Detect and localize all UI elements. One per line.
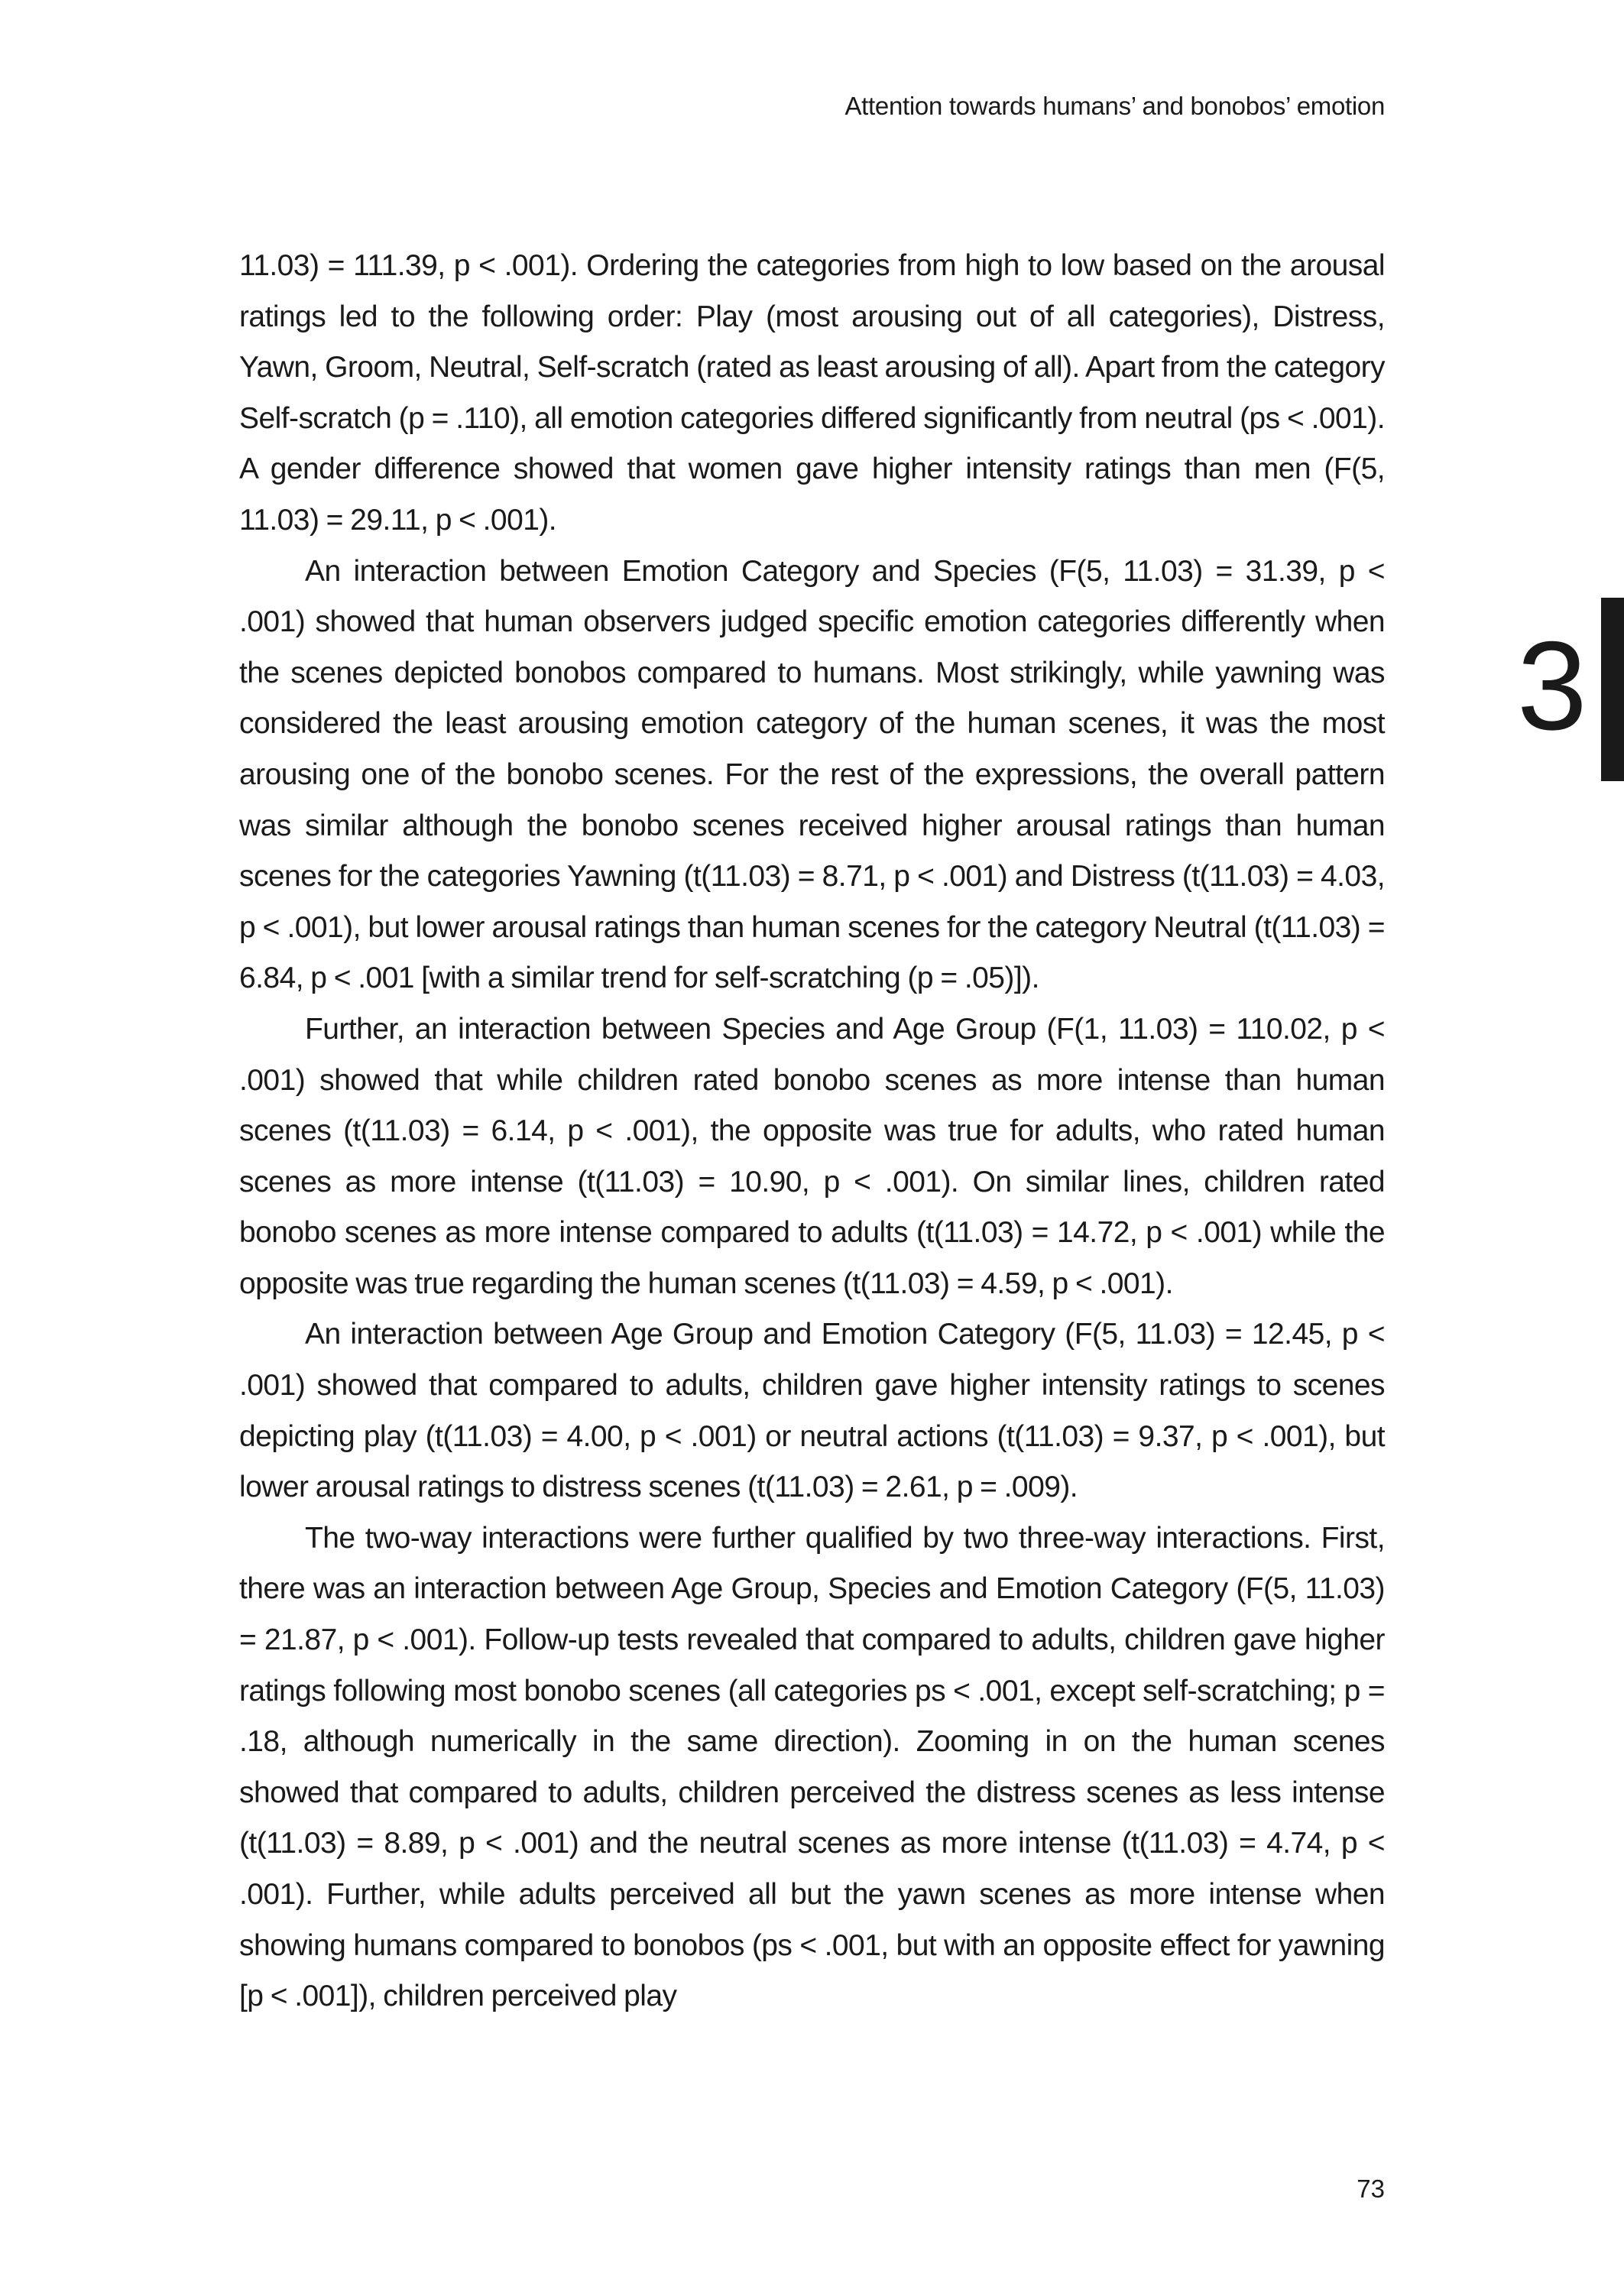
paragraph: An interaction between Emotion Category and Species (F(5, 11.03) = 31.39, p < .001) showed that human observers judged specific emotion categories differently when the scenes depicted bonobos compared to humans. Most strikingly, while yawning was considered the least arousing emotion category of the human scenes, it was the most arousing one of the bonobo scenes. For the rest of the expressions, the overall pattern was similar although the bonobo scenes received higher arousal ratings than human scenes for the categories Yawning (t(11.03) = 8.71, p < .001) and Distress (t(11.03) = 4.03, p < .001), but lower arousal ratings than human scenes for the category Neutral (t(11.03) = 6.84, p < .001 [with a similar trend for self-scratching (p = .05)]). xyxy=(239,554,1385,995)
paragraph: An interaction between Age Group and Emotion Category (F(5, 11.03) = 12.45, p < .001) showed that compared to adults, children gave higher intensity ratings to scenes depicting play (t(11.03) = 4.00, p < .001) or neutral actions (t(11.03) = 9.37, p < .001), but lower arousal ratings to distress scenes (t(11.03) = 2.61, p = .009). xyxy=(239,1318,1385,1504)
paragraph: The two-way interactions were further qualified by two three-way interactions. First, there was an interaction between Age Group, Species and Emotion Category (F(5, 11.03) = 21.87, p < .001). Follow-up tests revealed that compared to adults, children gave higher ratings following most bonobo scenes (all categories ps < .001, except self-scratching; p = .18, although numerically in the same direction). Zooming in on the human scenes showed that compared to adults, children perceived the distress scenes as less intense (t(11.03) = 8.89, p < .001) and the neutral scenes as more intense (t(11.03) = 4.74, p < .001). Further, while adults perceived all but the yawn scenes as more intense when showing humans compared to bonobos (ps < .001, but with an opposite effect for yawning [p < .001]), children perceived play xyxy=(239,1521,1385,2013)
paragraph: Further, an interaction between Species and Age Group (F(1, 11.03) = 110.02, p < .001) showed that while children rated bonobo scenes as more intense than human scenes (t(11.03) = 6.14, p < .001), the opposite was true for adults, who rated human scenes as more intense (t(11.03) = 10.90, p < .001). On similar lines, children rated bonobo scenes as more intense compared to adults (t(11.03) = 14.72, p < .001) while the opposite was true regarding the human scenes (t(11.03) = 4.59, p < .001). xyxy=(239,1012,1385,1300)
page-number: 73 xyxy=(1357,2175,1385,2203)
body-text xyxy=(239,241,1385,2022)
running-header: Attention towards humans’ and bonobos’ emotion xyxy=(844,92,1385,120)
paragraph: 11.03) = 111.39, p < .001). Ordering the categories from high to low based on the arousal ratings led to the following order: Play (most arousing out of all categories), Distress, Yawn, Groom, Neutral, Self-scratch (rated as least arousing of all). Apart from the category Self-scratch (p = .110), all emotion categories differed significantly from neutral (ps < .001). A gender difference showed that women gave higher intensity ratings than men (F(5, 11.03) = 29.11, p < .001). xyxy=(239,249,1385,537)
chapter-tab-marker xyxy=(1601,598,1624,781)
chapter-number: 3 xyxy=(1517,615,1587,756)
